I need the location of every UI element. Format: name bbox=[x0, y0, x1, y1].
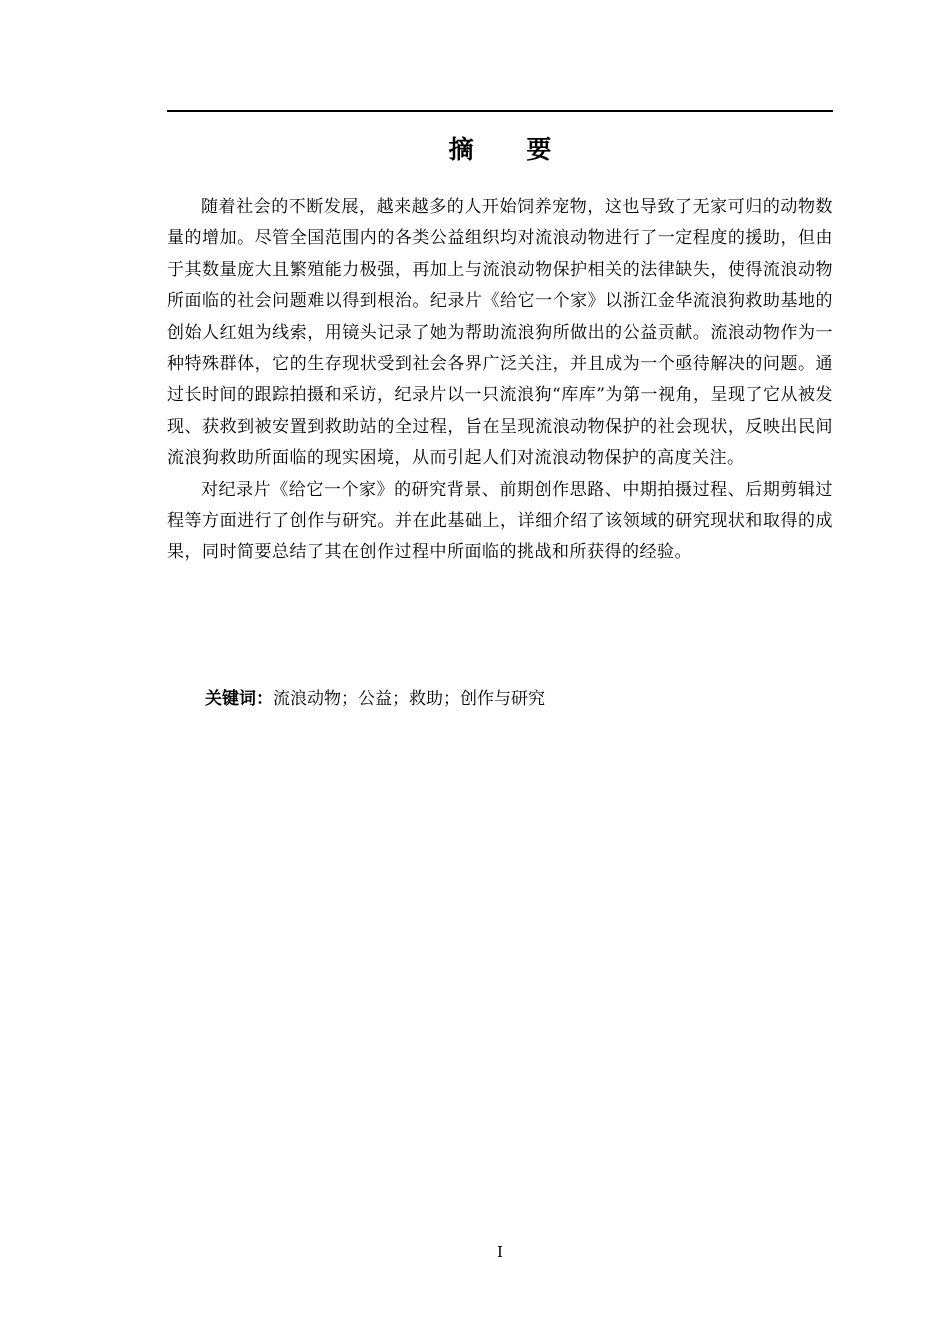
abstract-paragraph-1: 随着社会的不断发展，越来越多的人开始饲养宠物，这也导致了无家可归的动物数量的增加。尽管全国范围内的各类公益组织均对流浪动物进行了一定程度的援助，但由于其数量庞大且繁殖能力极强，再加上与流浪动物保护相关的法律缺失，使得流浪动物所面临的社会问题难以得到根治。纪录片《给它一个家》以浙江金华流浪狗救助基地的创始人红姐为线索，用镜头记录了她为帮助流浪狗所做出的公益贡献。流浪动物作为一种特殊群体，它的生存现状受到社会各界广泛关注，并且成为一个亟待解决的问题。通过长时间的跟踪拍摄和采访，纪录片以一只流浪狗“库库”为第一视角，呈现了它从被发现、获救到被安置到救助站的全过程，旨在呈现流浪动物保护的社会现状，反映出民间流浪狗救助所面临的现实困境，从而引起人们对流浪动物保护的高度关注。 bbox=[167, 197, 833, 469]
abstract-paragraph-2: 对纪录片《给它一个家》的研究背景、前期创作思路、中期拍摄过程、后期剪辑过程等方面进行了创作与研究。并在此基础上，详细介绍了该领域的研究现状和取得的成果，同时简要总结了其在创作过程中所面临的挑战和所获得的经验。 bbox=[167, 479, 833, 563]
keywords-line bbox=[205, 684, 833, 715]
keywords-value: 流浪动物；公益；救助；创作与研究 bbox=[273, 689, 545, 709]
keywords-label: 关键词： bbox=[205, 689, 273, 709]
page-number: I bbox=[497, 1243, 503, 1261]
page-title: 摘 要 bbox=[448, 135, 574, 164]
header-rule bbox=[167, 110, 833, 112]
abstract-body bbox=[167, 192, 833, 569]
